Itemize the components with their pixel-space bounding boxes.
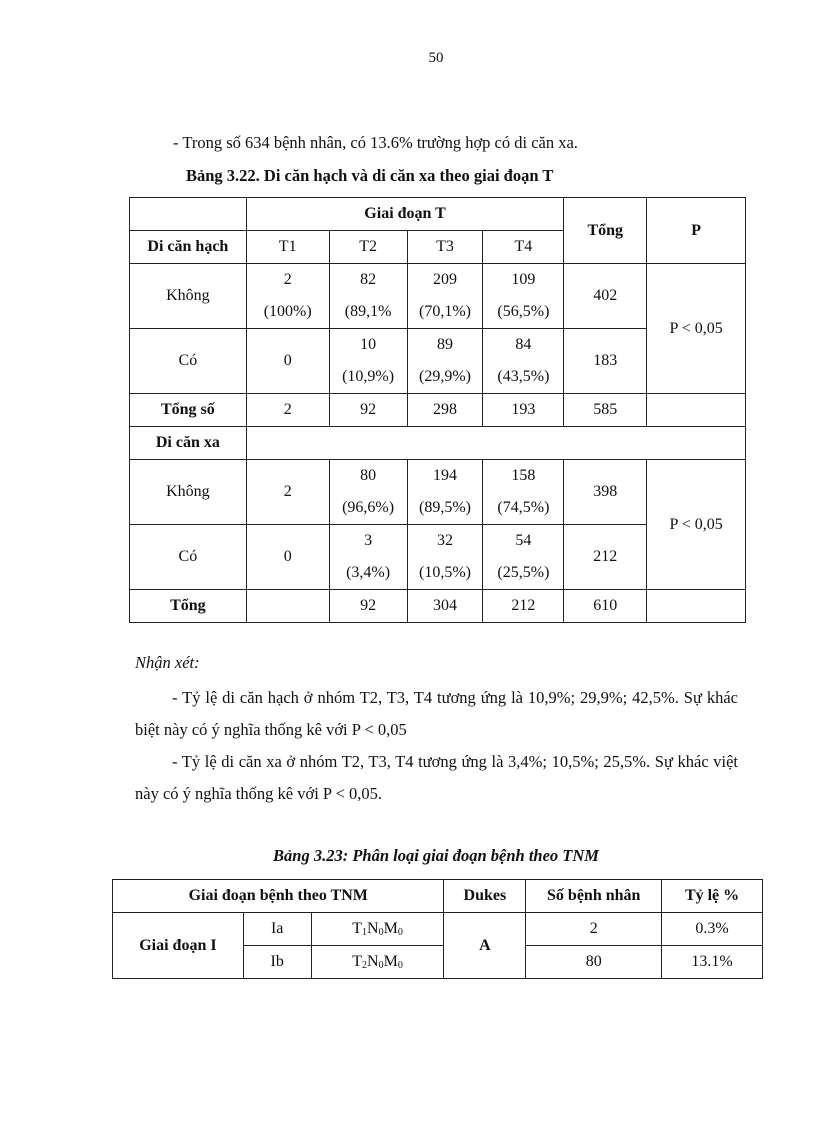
substage: Ib [243,946,311,979]
substage: Ia [243,913,311,946]
cell-t2: 92 [329,394,407,427]
table2-header-ratio: Tỷ lệ % [662,880,763,913]
table1-empty-corner [130,198,247,231]
page-number: 50 [428,50,444,66]
cell-t1: 0 [246,525,329,590]
table1-total-header: Tổng [564,198,647,264]
table-row [130,264,746,329]
table2-caption: Bảng 3.23: Phân loại giai đoạn bệnh theo TNM [273,846,599,865]
row-label: Có [130,329,247,394]
remark-paragraph-2: - Tỷ lệ di căn xa ở nhóm T2, T3, T4 tương ứng là 3,4%; 10,5%; 25,5%. Sự khác việt này có ý nghĩa thống kê với P < 0,05. [135,752,738,803]
tnm-code: $T_1N_0M_0$ [311,913,444,946]
table1-col-t1: T1 [246,231,329,264]
cell-t4: 193 [483,394,564,427]
cell-t4: 84 (43,5%) [483,329,564,394]
cell-total: 585 [564,394,647,427]
stage-group-label: Giai đoạn I [113,913,244,979]
table1-col-t2: T2 [329,231,407,264]
cell-t2: 82 (89,1% [329,264,407,329]
table1-caption: Bảng 3.22. Di căn hạch và di căn xa theo giai đoạn T [186,166,554,185]
table2-header-stage: Giai đoạn bệnh theo TNM [113,880,444,913]
cell-total: 402 [564,264,647,329]
p-value-hach: P < 0,05 [647,264,746,394]
cell-t2: 3 (3,4%) [329,525,407,590]
cell-t3: 209 (70,1%) [407,264,483,329]
cell-t4: 109 (56,5%) [483,264,564,329]
table2-header-patients: Số bệnh nhân [526,880,662,913]
table-row-sum [130,394,746,427]
cell-t1: 2 [246,460,329,525]
cell-t1: 0 [246,329,329,394]
tnm-stage-table [112,879,763,979]
table1-col-t4: T4 [483,231,564,264]
cell-t2: 92 [329,590,407,623]
table1-section-xa [130,427,746,460]
cell-total: 610 [564,590,647,623]
row-label: Không [130,264,247,329]
cell-t3: 32 (10,5%) [407,525,483,590]
row-label: Tổng [130,590,247,623]
cell-t3: 89 (29,9%) [407,329,483,394]
cell-t1 [246,590,329,623]
table1-col-t3: T3 [407,231,483,264]
ratio-value: 0.3% [662,913,763,946]
row-label: Không [130,460,247,525]
cell-t1: 2 (100%) [246,264,329,329]
cell-t4: 158 (74,5%) [483,460,564,525]
cell-t3: 304 [407,590,483,623]
section-empty [246,427,745,460]
row-label: Có [130,525,247,590]
cell-empty [647,590,746,623]
cell-t4: 54 (25,5%) [483,525,564,590]
metastasis-table [129,197,746,623]
table1-group-header: Giai đoạn T [246,198,564,231]
remark-paragraph-1: - Tỷ lệ di căn hạch ở nhóm T2, T3, T4 tương ứng là 10,9%; 29,9%; 42,5%. Sự khác biệt này có ý nghĩa thống kê với P < 0,05 [135,688,738,739]
cell-t2: 10 (10,9%) [329,329,407,394]
table2-header-dukes: Dukes [444,880,526,913]
cell-empty [647,394,746,427]
p-value-xa: P < 0,05 [647,460,746,590]
table2-header-row [113,880,763,913]
intro-text: - Trong số 634 bệnh nhân, có 13.6% trường hợp có di căn xa. [173,133,578,152]
cell-t1: 2 [246,394,329,427]
patients-count: 2 [526,913,662,946]
cell-total: 398 [564,460,647,525]
table-row [130,460,746,525]
table1-header-row [130,198,746,231]
cell-t3: 194 (89,5%) [407,460,483,525]
table-row-sum [130,590,746,623]
ratio-value: 13.1% [662,946,763,979]
cell-t2: 80 (96,6%) [329,460,407,525]
cell-t3: 298 [407,394,483,427]
cell-total: 212 [564,525,647,590]
cell-t4: 212 [483,590,564,623]
table-row [113,913,763,946]
remark-title: Nhận xét: [135,653,200,672]
row-label: Tổng số [130,394,247,427]
table1-p-header: P [647,198,746,264]
dukes-value: A [444,913,526,979]
tnm-code: $T_2N_0M_0$ [311,946,444,979]
row-label-xa: Di căn xa [130,427,247,460]
cell-total: 183 [564,329,647,394]
patients-count: 80 [526,946,662,979]
table1-row-label-hach: Di căn hạch [130,231,247,264]
